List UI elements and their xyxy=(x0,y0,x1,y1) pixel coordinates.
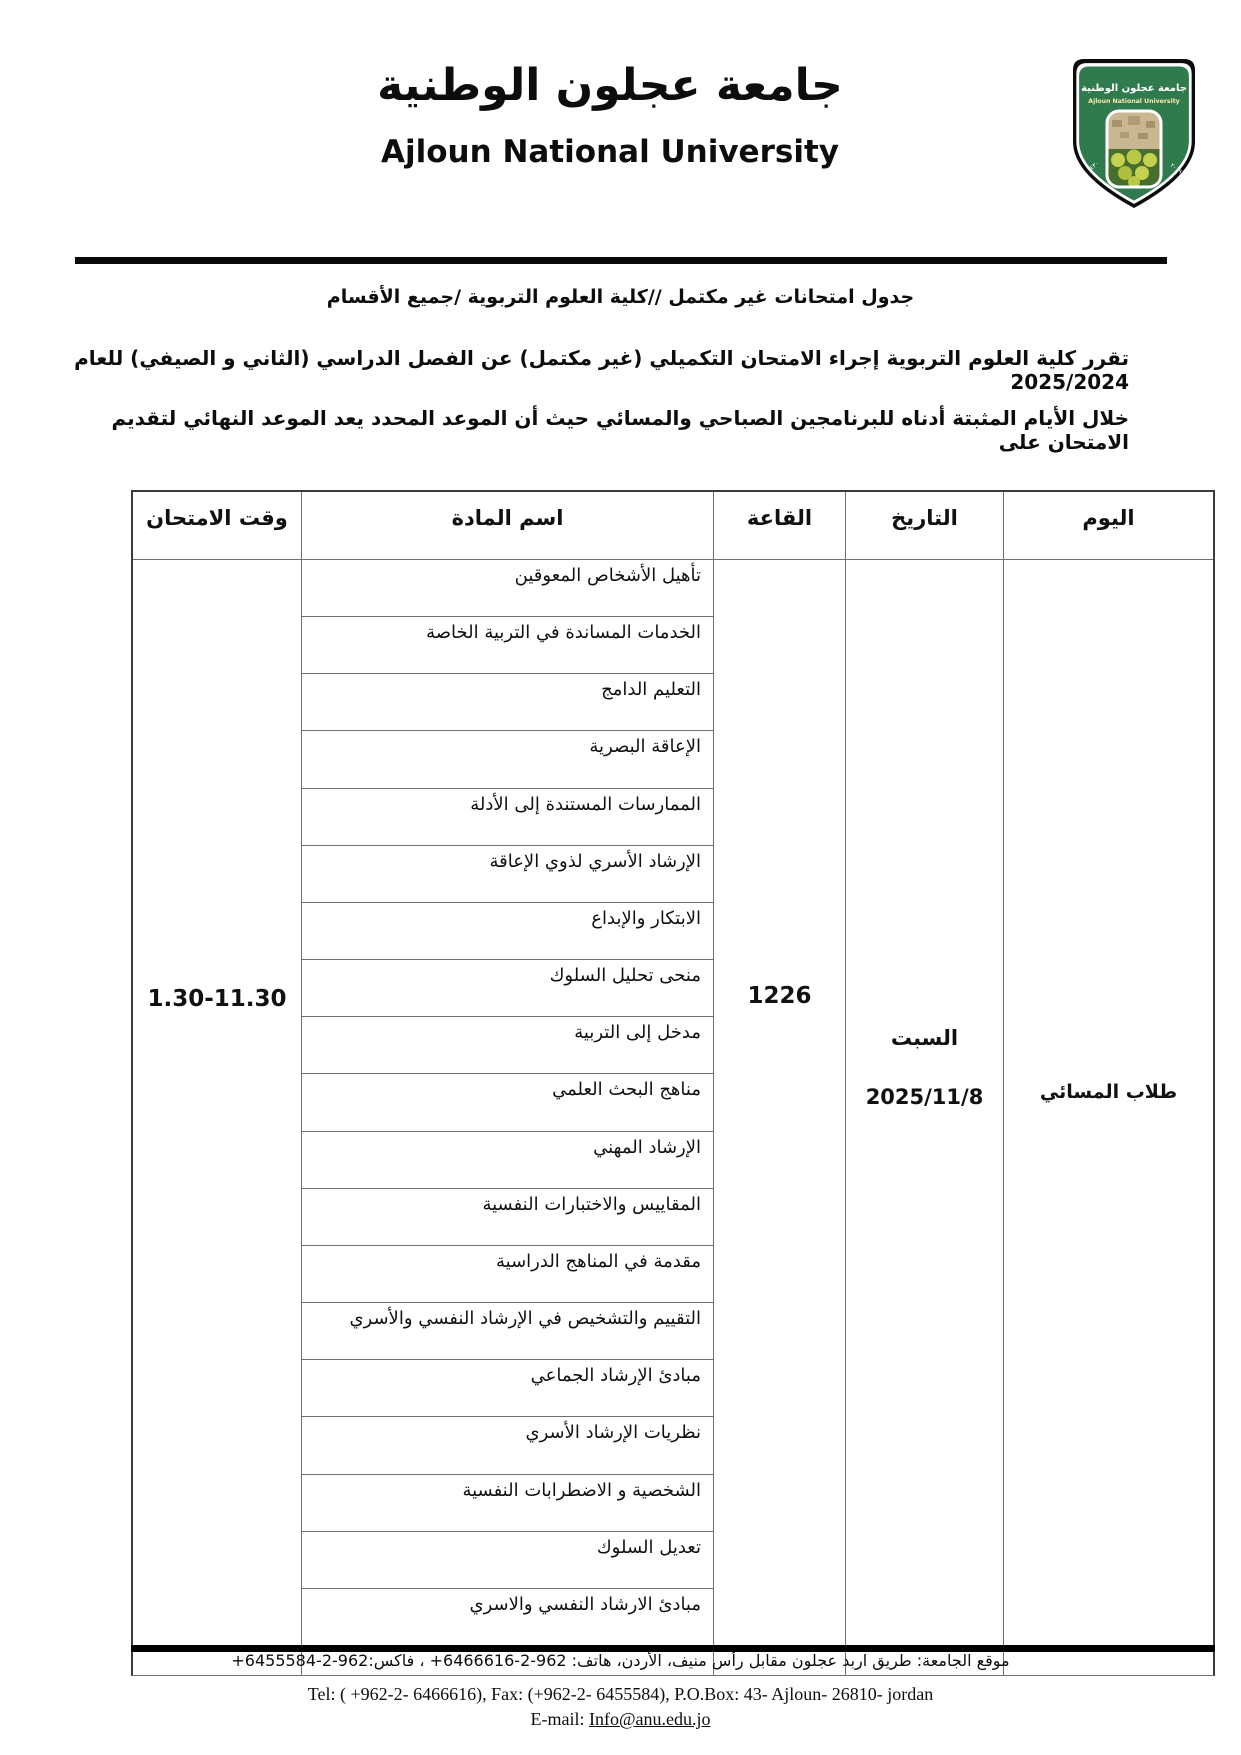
subject-cell: تعديل السلوك xyxy=(302,1532,713,1588)
email-link[interactable]: Info@anu.edu.jo xyxy=(588,1709,711,1729)
subject-cell: مقدمة في المناهج الدراسية xyxy=(302,1246,713,1302)
day-cell xyxy=(1004,560,1213,1645)
subject-cell: مبادئ الارشاد النفسي والاسري xyxy=(302,1589,713,1645)
email-label: E-mail: xyxy=(530,1709,589,1729)
column-header-day: اليوم xyxy=(1004,492,1213,559)
day-value: طلاب المسائي xyxy=(1039,1080,1178,1103)
subject-cell: الإرشاد الأسري لذوي الإعاقة xyxy=(302,846,713,902)
intro-line-1: جدول امتحانات غير مكتمل //كلية العلوم التربوية /جميع الأقسام xyxy=(326,286,915,308)
time-value: 1.30-11.30 xyxy=(147,986,287,1013)
logo-text-english: Ajloun National University xyxy=(1088,98,1180,105)
time-cell xyxy=(133,560,301,1645)
university-title-english: Ajloun National University xyxy=(381,134,839,170)
intro-line-3: خلال الأيام المثبتة أدناه للبرنامجين الصباحي والمسائي حيث أن الموعد المحدد يعد الموعد النهائي لتقديم الامتحان على xyxy=(111,406,1129,454)
footer-contact-english: Tel: ( +962-2- 6466616), Fax: (+962-2- 6455584), P.O.Box: 43- Ajloun- 26810- jordan xyxy=(307,1684,934,1704)
subject-cell: تأهيل الأشخاص المعوقين xyxy=(302,560,713,616)
subject-cell: المقاييس والاختبارات النفسية xyxy=(302,1189,713,1245)
footer-address-arabic: موقع الجامعة: طريق اربد عجلون مقابل رأس منيف، الأردن، هاتف: 962-2-6466616+ ، فاكس:962-2-6455584+ xyxy=(231,1651,1010,1670)
column-header-hall: القاعة xyxy=(714,492,845,559)
subject-cell: مناهج البحث العلمي xyxy=(302,1074,713,1130)
header-divider xyxy=(75,257,1167,264)
column-header-subject: اسم المادة xyxy=(302,492,713,559)
university-logo xyxy=(1062,54,1206,216)
subject-cell: مدخل إلى التربية xyxy=(302,1017,713,1073)
subject-cell: الابتكار والإبداع xyxy=(302,903,713,959)
column-header-date: التاريخ xyxy=(846,492,1003,559)
subject-cell: الشخصية و الاضطرابات النفسية xyxy=(302,1475,713,1531)
date-cell xyxy=(846,560,1003,1645)
shield-logo-icon xyxy=(1062,54,1206,216)
subject-cell: مبادئ الإرشاد الجماعي xyxy=(302,1360,713,1416)
subject-cell: الممارسات المستندة إلى الأدلة xyxy=(302,789,713,845)
day-name-value: السبت xyxy=(890,1026,959,1051)
exam-schedule-table xyxy=(131,490,1215,1647)
hall-cell xyxy=(714,560,845,1645)
university-title-arabic: جامعة عجلون الوطنية xyxy=(377,60,843,111)
subject-cell: منحى تحليل السلوك xyxy=(302,960,713,1016)
subject-cell: الإرشاد المهني xyxy=(302,1132,713,1188)
column-header-time: وقت الامتحان xyxy=(133,492,301,559)
subject-cell: الخدمات المساندة في التربية الخاصة xyxy=(302,617,713,673)
hall-value: 1226 xyxy=(747,983,812,1010)
subject-cell: التقييم والتشخيص في الإرشاد النفسي والأسري xyxy=(302,1303,713,1359)
logo-year-left: ١٤٣٠ xyxy=(1085,160,1101,174)
date-value: 2025/11/8 xyxy=(865,1085,984,1110)
intro-line-2: تقرر كلية العلوم التربوية إجراء الامتحان التكميلي (غير مكتمل) عن الفصل الدراسي (الثاني و الصيفي) للعام 2025/2024 xyxy=(74,346,1129,394)
logo-year-right: ٢٠٠٩ xyxy=(1168,162,1184,176)
subject-cell: التعليم الدامج xyxy=(302,674,713,730)
footer-email-line xyxy=(0,1709,1241,1730)
logo-text-arabic: جامعة عجلون الوطنية xyxy=(1081,83,1187,94)
subject-cell: الإعاقة البصرية xyxy=(302,731,713,787)
subject-cell: نظريات الإرشاد الأسري xyxy=(302,1417,713,1473)
